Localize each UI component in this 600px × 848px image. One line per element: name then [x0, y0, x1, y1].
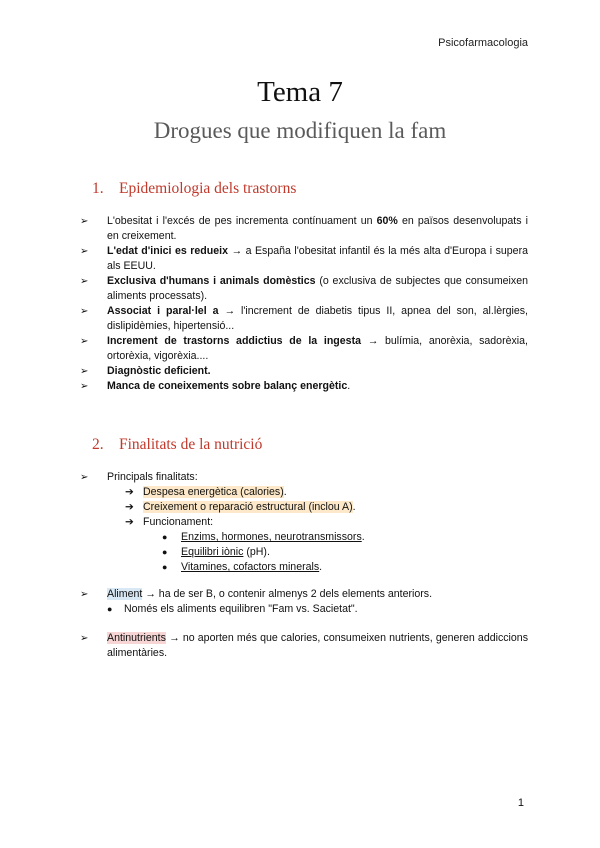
list-item: ➢ Principals finalitats:	[80, 471, 198, 483]
arrow-bullet-icon: ➢	[80, 366, 89, 377]
arrow-bullet-icon: ➢	[80, 589, 89, 600]
right-arrow-icon: ➔	[125, 486, 134, 498]
section-1-list	[80, 214, 528, 394]
goal-item: ➔ Despesa energètica (calories).	[125, 486, 287, 498]
list-item: ➢ Manca de coneixements sobre balanç energètic.	[80, 380, 351, 392]
function-item: ● Enzims, hormones, neurotransmissors.	[162, 531, 365, 543]
section-2-list	[80, 470, 528, 575]
goal-item: ➔ Funcionament:	[125, 516, 214, 528]
function-item: ● Equilibri iònic (pH).	[162, 546, 270, 558]
page-subtitle: Drogues que modifiquen la fam	[153, 118, 447, 143]
section-1-number: 1.	[92, 180, 104, 197]
list-item: ➢ Diagnòstic deficient.	[80, 365, 211, 377]
arrow-bullet-icon: ➢	[80, 633, 89, 644]
dot-bullet-icon: ●	[162, 547, 168, 557]
section-2-heading	[92, 436, 262, 454]
section-1-title: Epidemiologia dels trastorns	[119, 180, 297, 197]
dot-bullet-icon: ●	[162, 532, 168, 542]
arrow-bullet-icon: ➢	[80, 246, 89, 257]
list-item: ➢ Increment de trastorns addictius de la ingesta → bulímia, anorèxia, sadorèxia, ortorèxia, vigorèxia....	[80, 335, 528, 362]
arrow-bullet-icon: ➢	[80, 472, 89, 483]
page-title: Tema 7	[257, 76, 343, 108]
list-item: ➢ Exclusiva d'humans i animals domèstics (o exclusiva de subjectes que consumeixen aliments processats).	[80, 275, 528, 302]
section-2-number: 2.	[92, 436, 104, 453]
section-1-heading	[92, 180, 296, 198]
right-arrow-icon: ➔	[125, 516, 134, 528]
arrow-bullet-icon: ➢	[80, 381, 89, 392]
list-item: ➢ Antinutrients → no aporten més que calories, consumeixen nutrients, generen addiccions alimentàries.	[80, 632, 528, 659]
arrow-bullet-icon: ➢	[80, 306, 89, 317]
arrow-bullet-icon: ➢	[80, 216, 89, 227]
antinutrients-block	[80, 631, 528, 661]
dot-bullet-icon: ●	[162, 562, 168, 572]
function-item: ● Vitamines, cofactors minerals.	[162, 561, 323, 573]
list-item: ● Només els aliments equilibren "Fam vs. Sacietat".	[107, 603, 358, 615]
dot-bullet-icon: ●	[107, 604, 113, 614]
right-arrow-icon: ➔	[125, 501, 134, 513]
aliment-block	[80, 587, 528, 617]
goal-item: ➔ Creixement o reparació estructural (inclou A).	[125, 501, 356, 513]
section-2-title: Finalitats de la nutrició	[119, 436, 263, 453]
list-item: ➢ L'edat d'inici es redueix → a España l'obesitat infantil és la més alta d'Europa i supera als EEUU.	[80, 245, 528, 272]
list-item: ➢ Associat i paral·lel a → l'increment de diabetis tipus II, apnea del son, al.lèrgies, dislipidèmies, hipertensió...	[80, 305, 528, 332]
arrow-bullet-icon: ➢	[80, 336, 89, 347]
running-header: Psicofarmacologia	[438, 37, 528, 49]
page-number: 1	[517, 797, 524, 809]
arrow-bullet-icon: ➢	[80, 276, 89, 287]
list-item: ➢ L'obesitat i l'excés de pes incrementa contínuament un 60% en països desenvolupats i en creixement.	[80, 215, 528, 242]
list-item: ➢ Aliment → ha de ser B, o contenir almenys 2 dels elements anteriors.	[80, 588, 433, 600]
